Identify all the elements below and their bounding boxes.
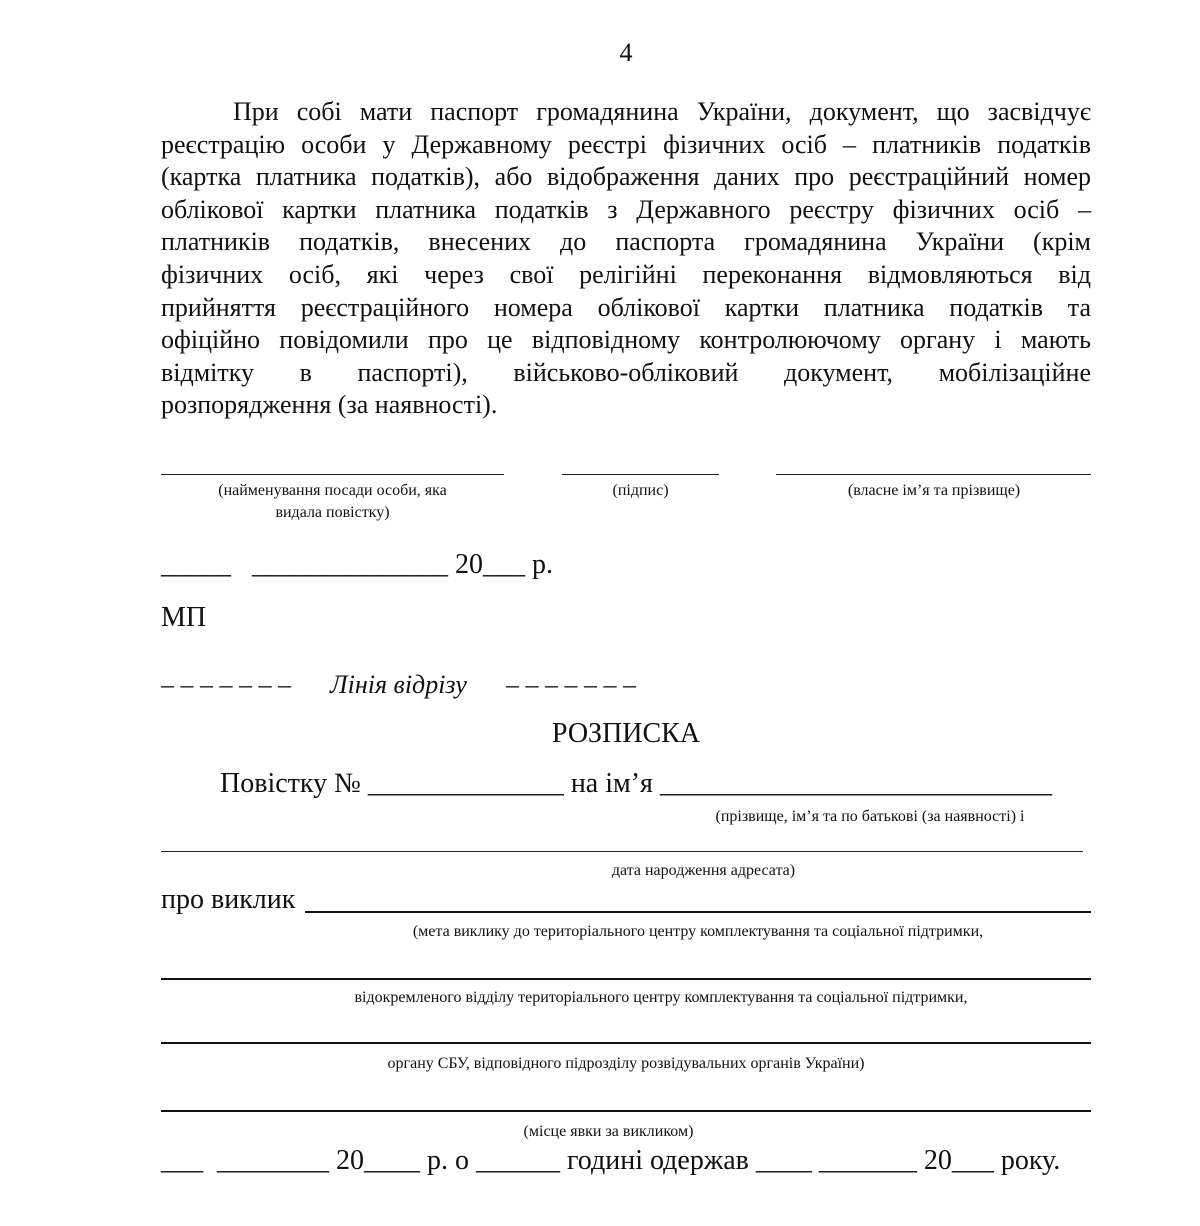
summons-label: Повістку № [220, 768, 361, 799]
year2-blank: 20___ [923, 1145, 994, 1176]
paragraph-line: прийняття реєстраційного номера облікової картки платника податків та [161, 292, 1091, 322]
name-label: на ім’я [570, 768, 653, 799]
purpose-caption: (мета виклику до територіального центру комплектування та соціальної підтримки, [412, 923, 984, 940]
year-blank: 20___ [455, 549, 525, 580]
page-number: 4 [619, 38, 633, 67]
year2-suffix: року. [1000, 1145, 1061, 1176]
paragraph-line: При собі мати паспорт громадянина України, документ, що засвідчує [233, 97, 1091, 126]
year-suffix: р. [532, 549, 553, 580]
cut-line-label: Лінія відрізу [330, 670, 467, 699]
day-blank: ___ [161, 1145, 203, 1176]
paragraph-line: облікової картки платника податків з Державного реєстру фізичних осіб – [161, 194, 1091, 224]
paragraph-line: платників податків, внесених до паспорта громадянина України (крім [161, 227, 1091, 257]
birth-date-line [161, 851, 1083, 852]
position-signature-line [161, 474, 504, 475]
instructions-paragraph [161, 96, 1091, 422]
cut-dashes-right: – – – – – – – [505, 670, 636, 699]
summons-line [220, 768, 1052, 800]
full-name-caption: (власне ім’я та прізвище) [847, 482, 1021, 499]
paragraph-line: офіційно повідомили про це відповідному контролюючому органу і мають [161, 325, 1091, 355]
paragraph-line: реєстрацію особи у Державному реєстрі фізичних осіб – платників податків [161, 129, 1091, 159]
cut-dashes-left: – – – – – – – [161, 670, 291, 699]
issue-date-line [161, 549, 553, 581]
position-caption: (найменування посади особи, яка видала повістку) [218, 482, 447, 521]
paragraph-line: відмітку в паспорті), військово-обліковий документ, мобілізаційне [161, 357, 1091, 387]
year-suffix: р. о [427, 1145, 469, 1176]
sbu-caption: органу СБУ, відповідного підрозділу розвідувальних органів України) [387, 1055, 865, 1072]
signature-line [562, 474, 719, 475]
receipt-date-line [161, 1145, 1060, 1177]
month-blank: ________ [217, 1145, 329, 1176]
paragraph-line: фізичних осіб, які через свої релігійні переконання відмовляються від [161, 259, 1091, 289]
call-label: про виклик [161, 884, 296, 915]
department-line [161, 978, 1091, 980]
call-purpose-line [305, 911, 1091, 913]
department-caption: відокремленого відділу територіального центру комплектування та соціальної підтримки, [354, 989, 968, 1006]
month2-blank: _______ [818, 1145, 917, 1176]
month-blank: ______________ [252, 549, 448, 580]
hour-blank: ______ [476, 1145, 560, 1176]
paragraph-line: (картка платника податків), або відображення даних про реєстраційний номер [161, 162, 1091, 192]
day2-blank: ____ [755, 1145, 812, 1176]
day-blank: _____ [161, 549, 231, 580]
birth-caption: дата народження адресата) [611, 862, 796, 879]
summons-number-blank: ______________ [367, 768, 564, 799]
place-line [161, 1110, 1091, 1112]
signature-caption: (підпис) [612, 482, 669, 499]
place-caption: (місце явки за викликом) [523, 1123, 694, 1140]
full-name-line [776, 474, 1091, 475]
receipt-title: РОЗПИСКА [551, 718, 701, 749]
paragraph-line: розпорядження (за наявності). [161, 390, 498, 420]
year-blank: 20____ [336, 1145, 420, 1176]
stamp-label: МП [161, 602, 207, 633]
name-caption: (прізвище, ім’я та по батькові (за наявності) і [715, 808, 1025, 825]
received-label: годині одержав [567, 1145, 749, 1176]
addressee-name-blank: ____________________________ [659, 768, 1052, 799]
sbu-line [161, 1042, 1091, 1044]
cut-line [161, 670, 636, 700]
